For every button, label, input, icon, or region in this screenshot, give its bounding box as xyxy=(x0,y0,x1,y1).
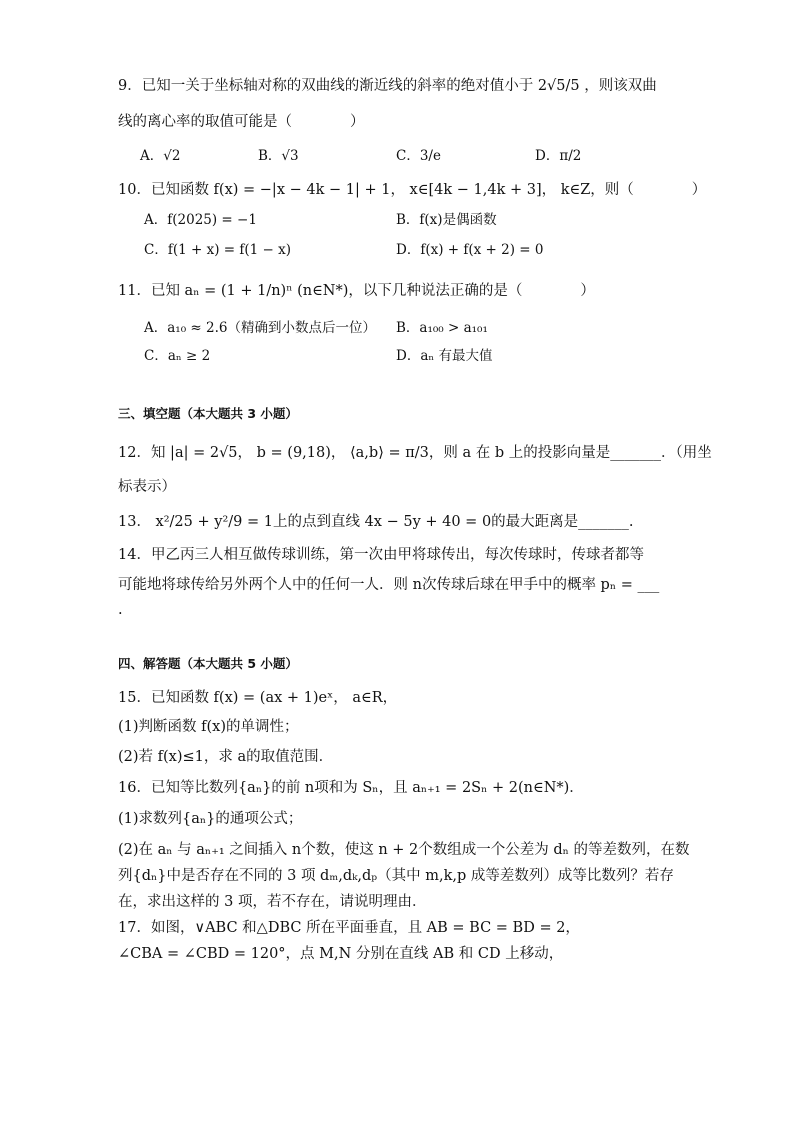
q9-option-c: C．3/e xyxy=(396,148,441,164)
q11-option-c: C．aₙ ≥ 2 xyxy=(144,348,211,364)
q15-line3: (2)若 f(x)≤1，求 a的取值范围． xyxy=(118,749,334,765)
q9-option-b: B．√3 xyxy=(258,148,299,164)
q14-line3: . xyxy=(118,602,123,618)
q11-line1: 11．已知 aₙ = (1 + 1/n)ⁿ (n∈N*)，以下几种说法正确的是（ ） xyxy=(118,283,595,299)
q11-option-d: D．aₙ 有最大值 xyxy=(396,348,493,364)
q9-line2: 线的离心率的取值可能是（ ） xyxy=(118,114,365,130)
q16-line4: 列{dₙ}中是否存在不同的 3 项 dₘ,dₖ,dₚ（其中 m,k,p 成等差数列）成等比数列？若存 xyxy=(118,868,674,884)
q15-line2: (1)判断函数 f(x)的单调性； xyxy=(118,719,299,735)
q16-line1: 16．已知等比数列{aₙ}的前 n项和为 Sₙ，且 aₙ₊₁ = 2Sₙ + 2(n∈N*)． xyxy=(118,780,584,796)
q13-line1: 13． x²/25 + y²/9 = 1上的点到直线 4x − 5y + 40 = 0的最大距离是_______. xyxy=(118,514,634,530)
q16-line3: (2)在 aₙ 与 aₙ₊₁ 之间插入 n个数，使这 n + 2个数组成一个公差为 dₙ 的等差数列，在数 xyxy=(118,842,690,858)
q17-line1: 17．如图，∨ABC 和△DBC 所在平面垂直，且 AB = BC = BD = 2， xyxy=(118,920,580,936)
q12-line1: 12．知 |a| = 2√5， b = (9,18)， ⟨a,b⟩ = π/3，则 a 在 b 上的投影向量是_______．（用坐 xyxy=(118,445,712,461)
q14-line1: 14．甲乙丙三人相互做传球训练，第一次由甲将球传出，每次传球时，传球者都等 xyxy=(118,547,644,563)
q9-option-a: A．√2 xyxy=(140,148,181,164)
q14-line2: 可能地将球传给另外两个人中的任何一人．则 n次传球后球在甲手中的概率 pₙ = ___ xyxy=(118,577,660,593)
q15-line1: 15．已知函数 f(x) = (ax + 1)eˣ， a∈R， xyxy=(118,690,398,706)
q10-option-d: D．f(x) + f(x + 2) = 0 xyxy=(396,242,544,258)
q9-line1: 9．已知一关于坐标轴对称的双曲线的渐近线的斜率的绝对值小于 2√5/5 ，则该双曲 xyxy=(118,78,657,94)
q10-option-c: C．f(1 + x) = f(1 − x) xyxy=(144,242,291,258)
q16-line2: (1)求数列{aₙ}的通项公式； xyxy=(118,811,303,827)
q9-option-d: D．π/2 xyxy=(535,148,582,164)
section-solution-heading: 四、解答题（本大题共 5 小题） xyxy=(118,656,298,671)
q17-line2: ∠CBA = ∠CBD = 120°，点 M,N 分别在直线 AB 和 CD 上移动， xyxy=(118,946,564,962)
q11-option-b: B．a₁₀₀ > a₁₀₁ xyxy=(396,320,488,336)
q11-option-a: A．a₁₀ ≈ 2.6（精确到小数点后一位） xyxy=(144,320,376,336)
q10-line1: 10．已知函数 f(x) = −|x − 4k − 1| + 1， x∈[4k − 1,4k + 3]， k∈Z，则（ ） xyxy=(118,182,707,198)
q10-option-b: B．f(x)是偶函数 xyxy=(396,212,497,228)
q10-option-a: A．f(2025) = −1 xyxy=(144,212,257,228)
q16-line5: 在，求出这样的 3 项，若不存在，请说明理由． xyxy=(118,894,427,910)
section-fill-in-heading: 三、填空题（本大题共 3 小题） xyxy=(118,406,298,421)
q12-line2: 标表示） xyxy=(118,479,176,495)
